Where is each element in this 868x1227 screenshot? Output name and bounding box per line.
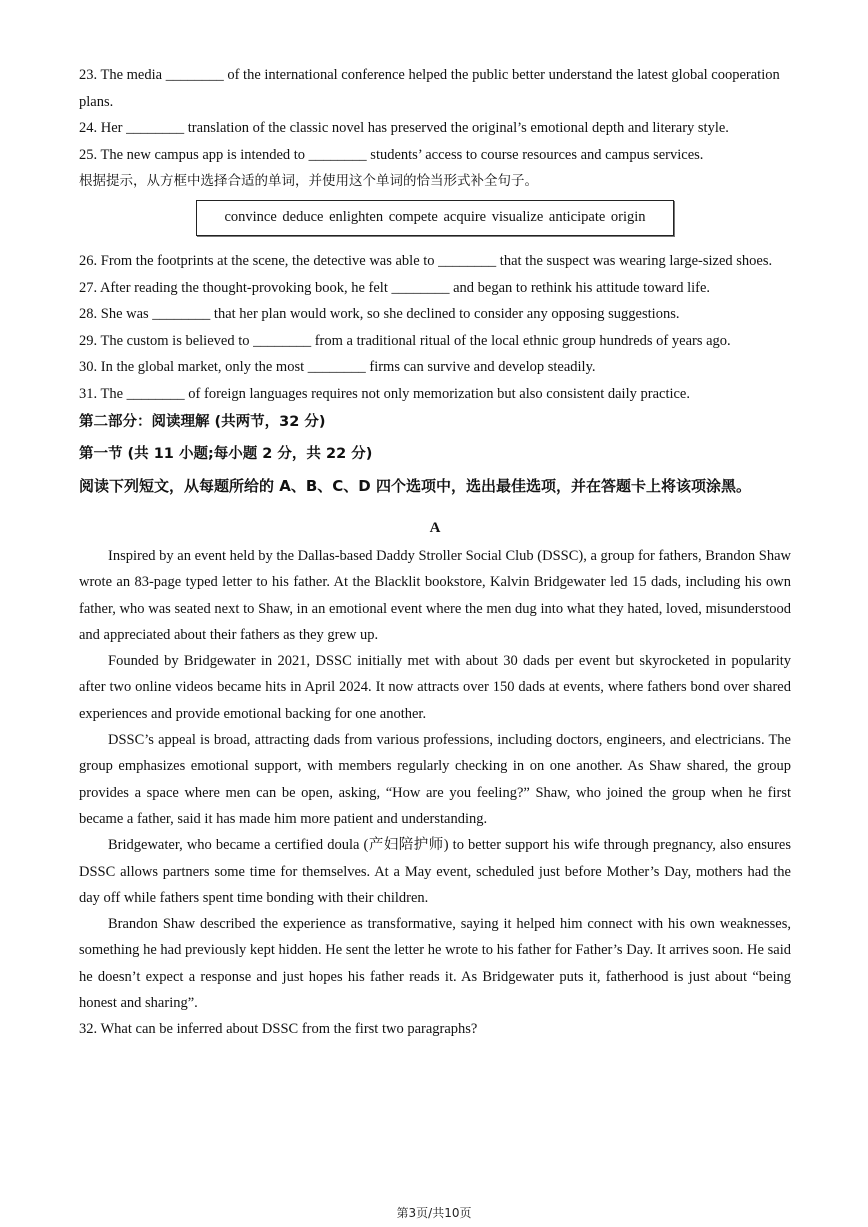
reading-instruction: 阅读下列短文，从每题所给的 A、B、C、D 四个选项中，选出最佳选项，并在答题卡上将该项涂黑。 [79,477,751,495]
word-box-instruction: 根据提示，从方框中选择合适的单词，并使用这个单词的恰当形式补全句子。 [79,173,538,189]
question-32: 32. What can be inferred about DSSC from the first two paragraphs? [79,1021,478,1038]
passage-paragraph: Brandon Shaw described the experience as transformative, saying it helped him connect with his own weaknesses, something he had previously kept hidden. He sent the letter he wrote to his father for Father’s Day. It arrives soon. He said he doesn’t expect a response and just hopes his father reads it. As Bridgewater puts it, fatherhood is just about “being honest and sharing”. [79,916,791,1012]
passage-paragraph: Founded by Bridgewater in 2021, DSSC initially met with about 30 dads per event but skyrocketed in popularity after two online videos became hits in April 2024. It now attracts over 150 dads at events, where fathers bond over shared experiences and provide emotional backing for one another. [79,653,791,722]
question-31: 31. The ________ of foreign languages requires not only memorization but also consistent daily practice. [79,385,690,402]
passage-title: A [429,520,441,536]
word-box-word: deduce [282,209,324,225]
passage-paragraph: DSSC’s appeal is broad, attracting dads from various professions, including doctors, engineers, and electricians. The group emphasizes emotional support, with members regularly checking in on one another. As Shaw shared, the group provides a space where men can be open, asking, “How are you feeling?” Shaw, who joined the group when he first became a father, said it has made him more patient and understanding. [79,732,791,827]
part-title: 第二部分：阅读理解 (共两节，32 分) [79,414,326,430]
question-27: 27. After reading the thought-provoking book, he felt ________ and began to rethink his attitude toward life. [79,279,711,296]
word-box-word: compete [388,209,438,225]
section-title: 第一节 (共 11 小题;每小题 2 分，共 22 分) [79,446,373,462]
page-content [79,62,791,1043]
question-26: 26. From the footprints at the scene, the detective was able to ________ that the suspect was wearing large-sized shoes. [79,253,773,269]
question-28: 28. She was ________ that her plan would work, so she declined to consider any opposing suggestions. [79,306,680,322]
passage-paragraph: Inspired by an event held by the Dallas-based Daddy Stroller Social Club (DSSC), a group for fathers, Brandon Shaw wrote an 83-page typed letter to his father. At the Blacklit bookstore, Kalvin Bridgewater led 15 dads, including his own father, who was seated next to Shaw, in an emotional event where the men dug into what they hated, loved, misunderstood and appreciated about their fathers as they grew up. [79,548,791,643]
word-box-word: convince [224,209,277,225]
word-box-wrapper [79,200,791,236]
word-box-word: origin [610,209,646,225]
passage-paragraph: Bridgewater, who became a certified doula (产妇陪护师) to better support his wife through pregnancy, also ensures DSSC allows partners some time for themselves. At a May event, scheduled just before Mother’s Day, mothers had the day off while fathers spent time bonding with their children. [79,837,791,906]
question-25: 25. The new campus app is intended to ________ students’ access to course resources and campus services. [79,146,704,163]
question-24: 24. Her ________ translation of the classic novel has preserved the original’s emotional depth and literary style. [79,120,729,136]
word-box-word: anticipate [548,209,606,225]
question-30: 30. In the global market, only the most ________ firms can survive and develop steadily. [79,359,596,375]
word-box-word: enlighten [329,209,384,225]
question-29: 29. The custom is believed to ________ from a traditional ritual of the local ethnic group hundreds of years ago. [79,332,731,349]
question-23: 23. The media ________ of the international conference helped the public better understand the latest global cooperation plans. [79,67,780,110]
word-box [196,200,674,236]
word-box-word: acquire [443,209,487,225]
word-box-word: visualize [491,209,544,225]
page-footer: 第3页/共10页 [396,1206,472,1220]
